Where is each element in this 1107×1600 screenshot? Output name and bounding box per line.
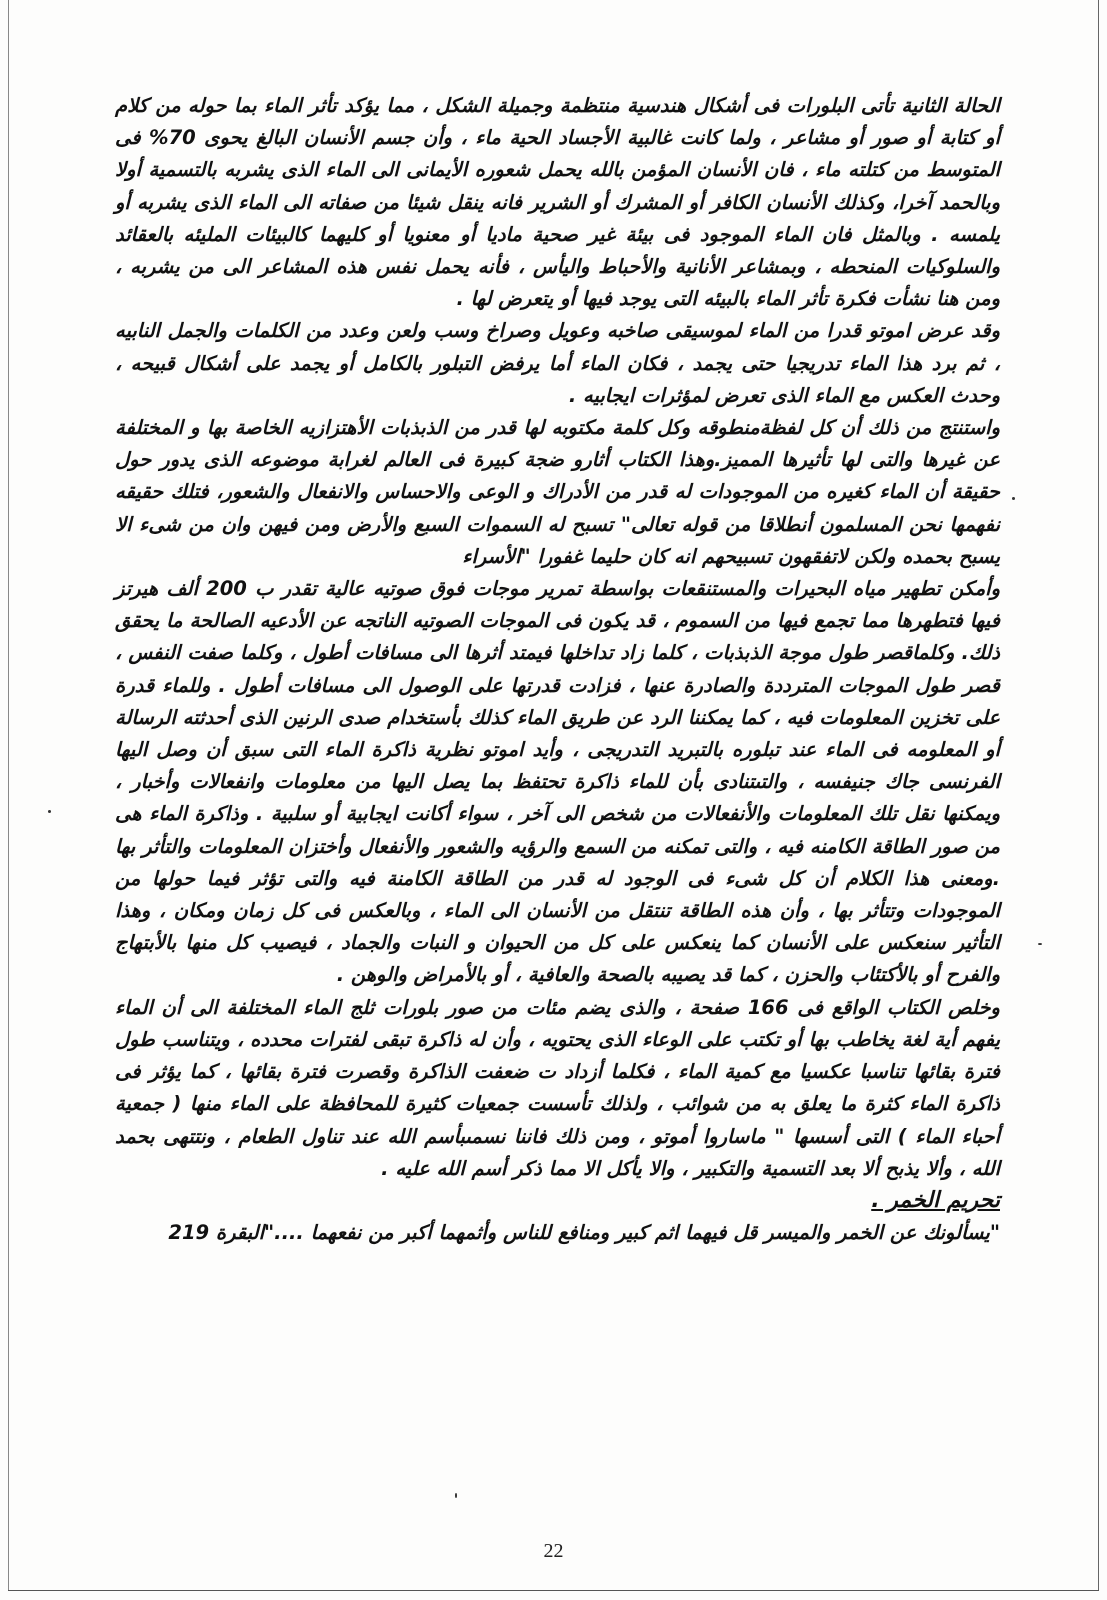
scan-speck <box>1038 943 1042 945</box>
paragraph-5: وخلص الكتاب الواقع فى 166 صفحة ، والذى يضم مئات من صور بلورات ثلج الماء المختلفة الى أن الماء يفهم أية لغة يخاطب بها أو تكتب على الوعاء الذى يحتويه ، وأن له ذاكرة تبقى لفترات محدده ، ويتناسب طول فترة بقائها تناسبا عكسيا مع كمية الماء ، فكلما أزداد ت ضعفت الذاكرة وقصرت فترة بقائها ، كما يؤثر فى ذاكرة الماء كثرة ما يعلق به من شوائب ، ولذلك تأسست جمعيات كثيرة للمحافظة على الماء منها ( جمعية أحباء الماء ) التى أسسها " ماساروا أموتو ، ومن ذلك فاننا نسمىبأسم الله عند تناول الطعام ، ونتتهى بحمد الله ، وألا يذبح ألا بعد التسمية والتكبير ، والا يأكل الا مما ذكر أسم الله عليه . <box>115 995 1000 1180</box>
page-number: 22 <box>543 1540 564 1562</box>
paragraph-2: وقد عرض اموتو قدرا من الماء لموسيقى صاخبه وعويل وصراخ وسب ولعن وعدد من الكلمات والجمل النابيه ، ثم برد هذا الماء تدريجيا حتى يجمد ، فكان الماء أما يرفض التبلور بالكامل أو يجمد على أشكال قبيحه ، وحدث العكس مع الماء الذى تعرض لمؤثرات ايجابيه . <box>115 319 1000 407</box>
quran-quote: "يسألونك عن الخمر والميسر قل فيهما اثم كبير ومنافع للناس وأثمهما أكبر من نفعهما ...."البقرة 219 <box>168 1221 1000 1245</box>
paragraph-3: واستنتج من ذلك أن كل لفظةمنطوقه وكل كلمة مكتوبه لها قدر من الذبذبات الأهتزازيه الخاصة بها و المختلفة عن غيرها والتى لها تأثيرها المميز.وهذا الكتاب أثارو ضجة كبيرة فى العالم لغرابة موضوعه الذى يدور حول حقيقة أن الماء كغيره من الموجودات له قدر من الأدراك و الوعى والاحساس والانفعال والشعور، فتلك حقيقه نفهمها نحن المسلمون أنطلاقا من قوله تعالى" تسبح له السموات السبع والأرض ومن فيهن وان من شىء الا يسبح بحمده ولكن لاتفقهون تسبيحهم انه كان حليما غفورا "الأسراء <box>115 416 1000 568</box>
section-heading: تحريم الخمر . <box>871 1187 1000 1213</box>
paragraph-1: الحالة الثانية تأتى البلورات فى أشكال هندسية منتظمة وجميلة الشكل ، مما يؤكد تأثر الماء بما حوله من كلام أو كتابة أو صور أو مشاعر ، ولما كانت غالبية الأجساد الحية ماء ، وأن جسم الأنسان البالغ يحوى 70% فى المتوسط من كتلته ماء ، فان الأنسان المؤمن بالله يحمل شعوره الأيمانى الى الماء الذى يشربه بالتسمية أولا وبالحمد آخرا، وكذلك الأنسان الكافر أو المشرك أو الشرير فانه ينقل شيئا من صفاته الى الماء الذى يشربه أو يلمسه . وبالمثل فان الماء الموجود فى بيئة غير صحية ماديا أو معنويا أو كليهما كالبيئات المليئه بالعقائد والسلوكيات المنحطه ، وبمشاعر الأنانية والأحباط واليأس ، فأنه يحمل نفس هذه المشاعر الى من يشربه ، ومن هنا نشأت فكرة تأثر الماء بالبيئه التى يوجد فيها أو يتعرض لها . <box>115 94 1000 311</box>
page-border-bottom <box>8 1590 1099 1591</box>
scan-speck <box>1012 497 1015 500</box>
scan-speck <box>48 810 51 813</box>
page-border-left <box>8 0 9 1591</box>
page-border-right <box>1098 0 1099 1591</box>
paragraph-4: وأمكن تطهير مياه البحيرات والمستنقعات بواسطة تمرير موجات فوق صوتيه عالية تقدر ب 200 ألف هيرتز فيها فتطهرها مما تجمع فيها من السموم ، قد يكون فى الموجات الصوتيه الناتجه عن الأدعيه الصالحة ما يحقق ذلك. وكلماقصر طول موجة الذبذبات ، كلما زاد تداخلها فيمتد أثرها الى مسافات أطول ، وكلما صفت النفس ، قصر طول الموجات المترددة والصادرة عنها ، فزادت قدرتها على الوصول الى مسافات أطول . وللماء قدرة على تخزين المعلومات فيه ، كما يمكننا الرد عن طريق الماء كذلك بأستخدام صدى الرنين الذى أحدثته الرسالة أو المعلومه فى الماء عند تبلوره بالتبريد التدريجى ، وأيد اموتو نظرية ذاكرة الماء التى سبق أن وصل اليها الفرنسى جاك جنيفسه ، والتىتنادى بأن للماء ذاكرة تحتفظ بما يصل اليها من معلومات وانفعالات وأخبار ، ويمكنها نقل تلك المعلومات والأنفعالات من شخص الى آخر ، سواء أكانت ايجابية أو سلبية . وذاكرة الماء هى من صور الطاقة الكامنه فيه ، والتى تمكنه من السمع والرؤيه والشعور والأنفعال وأختزان المعلومات والتأثر بها .ومعنى هذا الكلام أن كل شىء فى الوجود له قدر من الطاقة الكامنة فيه والتى تؤثر فيما حولها من الموجودات وتتأثر بها ، وأن هذه الطاقة تنتقل من الأنسان الى الماء ، وبالعكس فى كل زمان ومكان ، وهذا التأثير سنعكس على الأنسان كما ينعكس على كل من الحيوان و النبات والجماد ، فيصيب كل منها بالأبتهاج والفرح أو بالأكتئاب والحزن ، كما قد يصيبه بالصحة والعافية ، أو بالأمراض والوهن . <box>115 577 1000 987</box>
body-text <box>115 90 1000 1249</box>
scan-speck <box>455 1493 457 1498</box>
